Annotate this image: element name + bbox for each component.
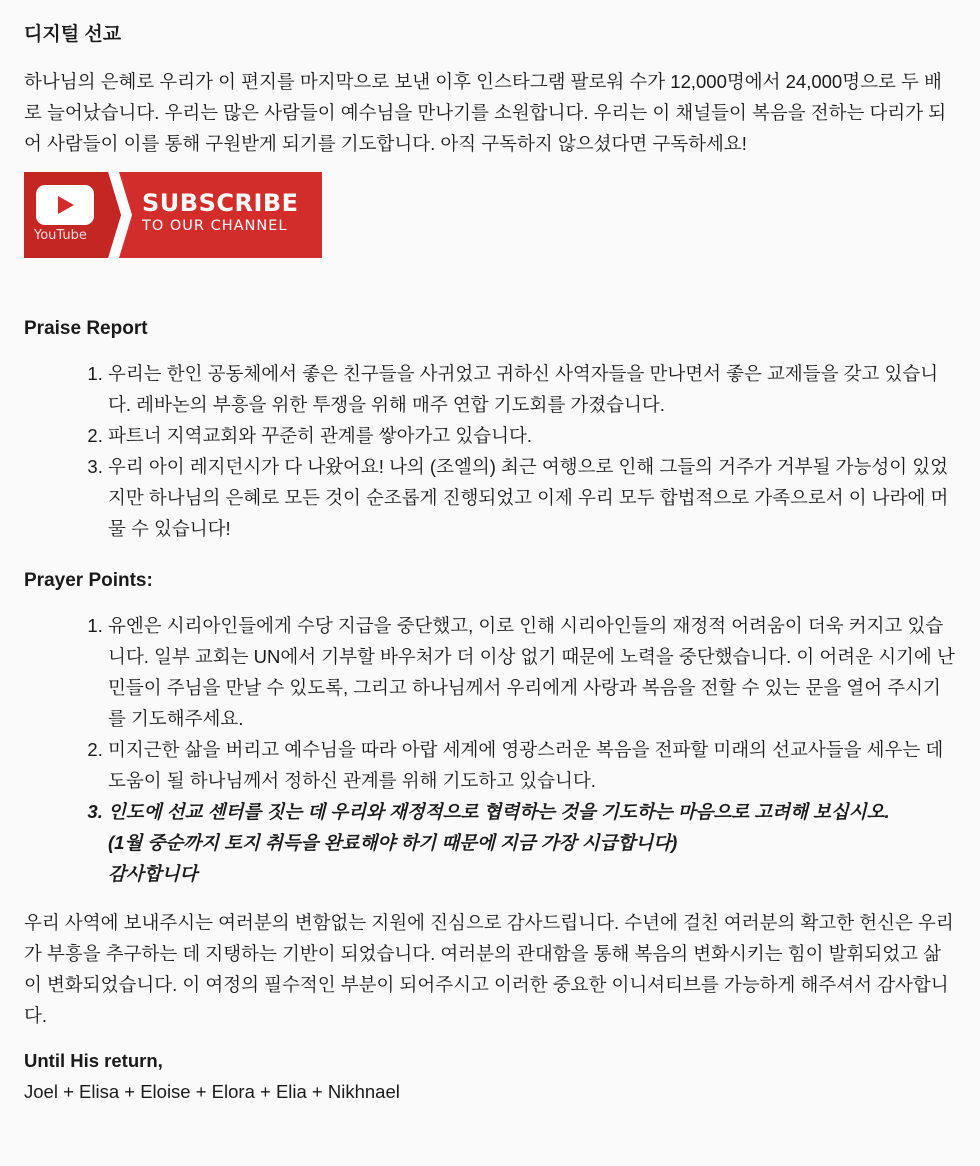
emphasis-line: 인도에 선교 센터를 짓는 데 우리와 재정적으로 협력하는 것을 기도하는 마음으로 고려해 보십시오. bbox=[108, 801, 890, 822]
thanks-paragraph: 우리 사역에 보내주시는 여러분의 변함없는 지원에 진심으로 감사드립니다. 수년에 걸친 여러분의 확고한 헌신은 우리가 부흥을 추구하는 데 지탱하는 기반이 되었습니다. 여러분의 관대함을 통해 복음의 변화시키는 힘이 발휘되었고 삶이 변화되었습니다. 이 여정의 필수적인 부분이 되어주시고 이러한 중요한 이니셔티브를 가능하게 해주셔서 감사합니다. bbox=[24, 912, 954, 1026]
youtube-wordmark: YouTube bbox=[34, 228, 87, 243]
praise-report-list bbox=[24, 358, 956, 544]
list-item: 1. 유엔은 시리아인들에게 수당 지급을 중단했고, 이로 인해 시리아인들의 재정적 어려움이 더욱 커지고 있습니다. 일부 교회는 UN에서 기부할 바우처가 더 이상 없기 때문에 노력을 중단했습니다. 이 어려운 시기에 난민들이 주님을 만날 수 있도록, 그리고 하나님께서 우리에게 사랑과 복음을 전할 수 있는 문을 열어 주시기를 기도해주세요. bbox=[108, 610, 956, 734]
emphasis-line: 감사합니다 bbox=[108, 863, 198, 884]
list-item: 2. 파트너 지역교회와 꾸준히 관계를 쌓아가고 있습니다. bbox=[108, 420, 956, 451]
list-item: 1. 우리는 한인 공동체에서 좋은 친구들을 사귀었고 귀하신 사역자들을 만나면서 좋은 교제들을 갖고 있습니다. 레바논의 부흥을 위한 투쟁을 위해 매주 연합 기도회를 가졌습니다. bbox=[108, 358, 956, 420]
list-item: 3. 우리 아이 레지던시가 다 나왔어요! 나의 (조엘의) 최근 여행으로 인해 그들의 거주가 거부될 가능성이 있었지만 하나님의 은혜로 모든 것이 순조롭게 진행되었고 이제 우리 모두 합법적으로 가족으로서 이 나라에 머물 수 있습니다! bbox=[108, 451, 956, 544]
subscribe-label: SUBSCRIBE bbox=[142, 189, 299, 217]
youtube-play-icon bbox=[36, 185, 94, 225]
digital-mission-paragraph: 하나님의 은혜로 우리가 이 편지를 마지막으로 보낸 이후 인스타그램 팔로워 수가 12,000명에서 24,000명으로 두 배로 늘어났습니다. 우리는 많은 사람들이 예수님을 만나기를 소원합니다. 우리는 이 채널들이 복음을 전하는 다리가 되어 사람들이 이를 통해 구원받게 되기를 기도합니다. 아직 구독하지 않으셨다면 구독하세요! bbox=[24, 71, 947, 154]
signature-names: Joel + Elisa + Eloise + Elora + Elia + Nikhnael bbox=[24, 1081, 400, 1102]
subscribe-banner[interactable] bbox=[24, 172, 322, 258]
praise-report-heading: Praise Report bbox=[24, 318, 148, 339]
prayer-points-list bbox=[24, 610, 956, 889]
emphasis-line: (1월 중순까지 토지 취득을 완료해야 하기 때문에 지금 가장 시급합니다) bbox=[108, 832, 678, 853]
list-item-emphasized bbox=[108, 796, 956, 889]
prayer-points-heading: Prayer Points: bbox=[24, 570, 153, 591]
channel-label: TO OUR CHANNEL bbox=[142, 218, 288, 234]
signoff: Until His return, bbox=[24, 1050, 163, 1071]
digital-mission-heading: 디지털 선교 bbox=[24, 24, 122, 45]
list-item: 2. 미지근한 삶을 버리고 예수님을 따라 아랍 세계에 영광스러운 복음을 전파할 미래의 선교사들을 세우는 데 도움이 될 하나님께서 정하신 관계를 위해 기도하고 있습니다. bbox=[108, 734, 956, 796]
